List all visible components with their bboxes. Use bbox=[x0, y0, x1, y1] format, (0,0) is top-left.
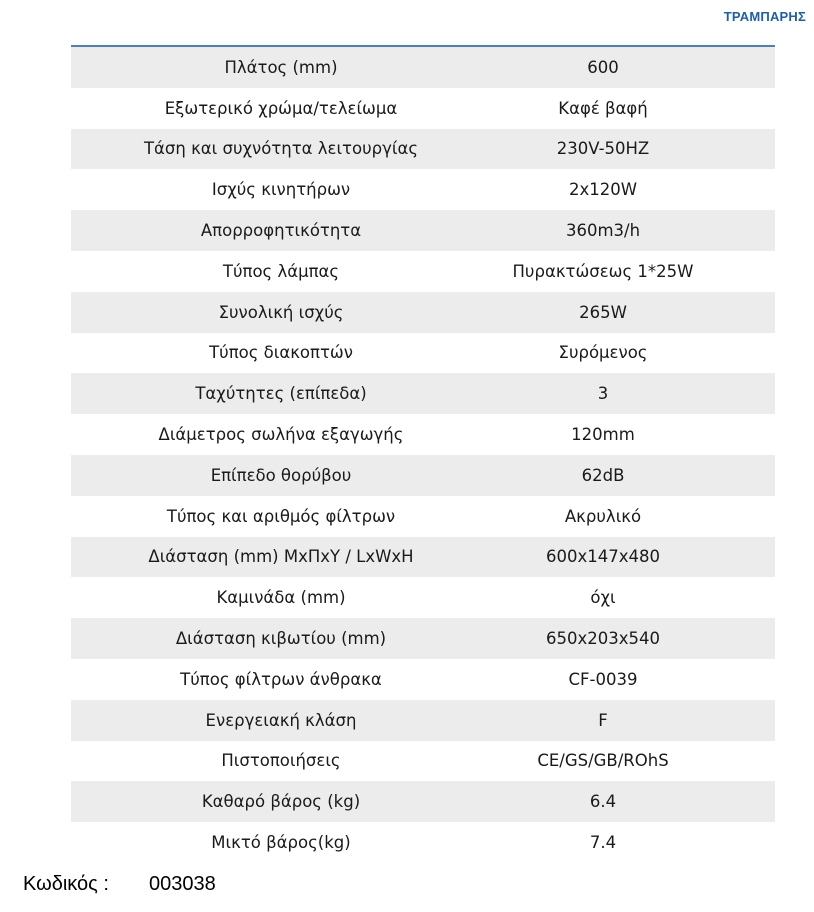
spec-label: Εξωτερικό χρώμα/τελείωμα bbox=[164, 98, 398, 118]
spec-value: 120mm bbox=[571, 425, 635, 445]
brand-logo-text: ΤΡΑΜΠΑΡΗΣ bbox=[723, 9, 806, 24]
spec-label: Πλάτος (mm) bbox=[224, 57, 338, 77]
spec-value: CE/GS/GB/RΟhS bbox=[537, 751, 669, 771]
spec-value: 265W bbox=[579, 302, 627, 322]
spec-label: Τύπος διακοπτών bbox=[209, 343, 353, 363]
spec-value: F bbox=[598, 710, 608, 730]
table-row bbox=[71, 129, 775, 170]
table-row bbox=[71, 496, 775, 537]
spec-value: Καφέ βαφή bbox=[558, 98, 648, 118]
product-code bbox=[23, 873, 216, 896]
spec-value: 6.4 bbox=[589, 792, 617, 812]
table-row bbox=[71, 741, 775, 782]
product-code-value: 003038 bbox=[149, 873, 216, 895]
spec-value: 360m3/h bbox=[565, 221, 641, 241]
spec-value: CF-0039 bbox=[568, 669, 638, 689]
spec-label: Μικτό βάρος(kg) bbox=[211, 833, 351, 853]
table-row bbox=[71, 333, 775, 374]
spec-label: Διάσταση κιβωτίου (mm) bbox=[175, 629, 387, 649]
spec-label: Τύπος φίλτρων άνθρακα bbox=[180, 669, 382, 689]
spec-value: 7.4 bbox=[589, 833, 617, 853]
spec-value: όχι bbox=[590, 588, 616, 608]
table-row bbox=[71, 169, 775, 210]
table-row bbox=[71, 292, 775, 333]
spec-value: Πυρακτώσεως 1*25W bbox=[512, 261, 694, 281]
spec-value: 600 bbox=[587, 57, 619, 77]
table-row bbox=[71, 577, 775, 618]
spec-label: Διάμετρος σωλήνα εξαγωγής bbox=[158, 425, 404, 445]
spec-value: 230V-50HZ bbox=[556, 139, 650, 159]
table-row bbox=[71, 210, 775, 251]
spec-label: Ταχύτητες (επίπεδα) bbox=[195, 384, 367, 404]
spec-value: 62dB bbox=[581, 465, 625, 485]
spec-label: Απορροφητικότητα bbox=[200, 221, 362, 241]
spec-label: Ισχύς κινητήρων bbox=[211, 180, 351, 200]
spec-label: Τύπος λάμπας bbox=[222, 261, 340, 281]
table-row bbox=[71, 618, 775, 659]
table-row bbox=[71, 251, 775, 292]
table-row bbox=[71, 455, 775, 496]
spec-value: 3 bbox=[597, 384, 609, 404]
spec-value: Ακρυλικό bbox=[564, 506, 642, 526]
table-row bbox=[71, 373, 775, 414]
spec-value: 650x203x540 bbox=[545, 629, 660, 649]
spec-label: Διάσταση (mm) ΜxΠxΥ / LxWxH bbox=[148, 547, 414, 567]
spec-label: Τάση και συχνότητα λειτουργίας bbox=[143, 139, 419, 159]
spec-value: Συρόμενος bbox=[558, 343, 648, 363]
spec-label: Συνολική ισχύς bbox=[218, 302, 344, 322]
spec-value: 600x147x480 bbox=[545, 547, 660, 567]
table-row bbox=[71, 700, 775, 741]
spec-label: Πιστοποιήσεις bbox=[221, 751, 341, 771]
table-row bbox=[71, 537, 775, 578]
table-row bbox=[71, 47, 775, 88]
spec-label: Καμινάδα (mm) bbox=[216, 588, 346, 608]
table-row bbox=[71, 659, 775, 700]
table-row bbox=[71, 781, 775, 822]
table-row bbox=[71, 414, 775, 455]
table-row bbox=[71, 822, 775, 863]
spec-label: Επίπεδο θορύβου bbox=[210, 465, 352, 485]
spec-label: Ενεργειακή κλάση bbox=[205, 710, 357, 730]
spec-label: Τύπος και αριθμός φίλτρων bbox=[166, 506, 396, 526]
product-code-label: Κωδικός : bbox=[23, 873, 109, 895]
table-row bbox=[71, 88, 775, 129]
spec-table bbox=[71, 45, 775, 863]
spec-value: 2x120W bbox=[568, 180, 638, 200]
spec-label: Καθαρό βάρος (kg) bbox=[201, 792, 361, 812]
